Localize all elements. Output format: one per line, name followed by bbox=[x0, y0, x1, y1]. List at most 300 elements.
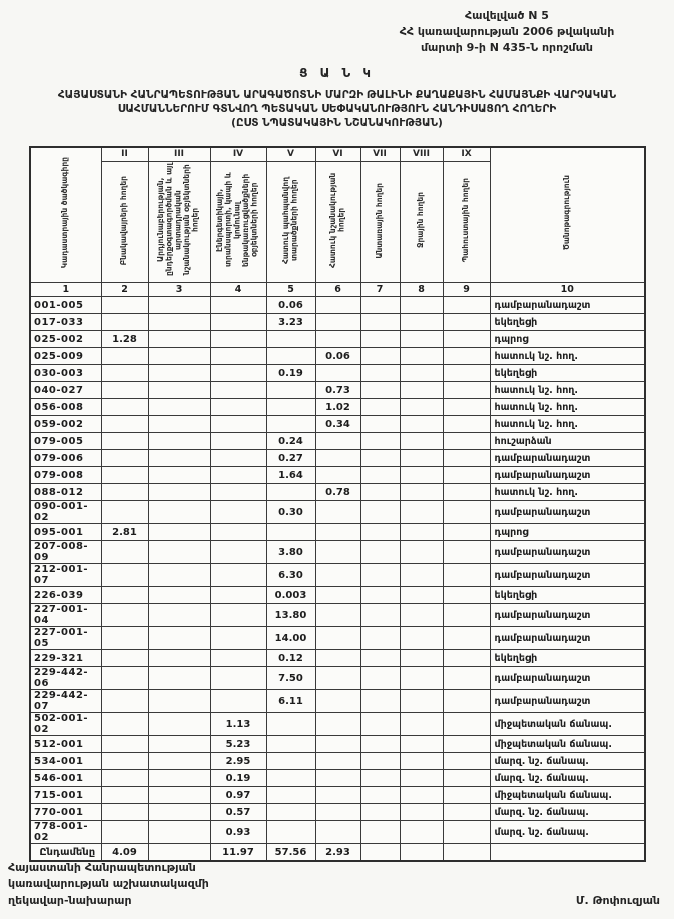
page-subtitle-2: (ԸՍՏ ՆՊԱՏԱԿԱՅԻՆ ՆՇԱՆԱԿՈՒԹՅԱՆ) bbox=[231, 117, 443, 130]
header-water-lands bbox=[400, 162, 443, 283]
value-cell: 0.12 bbox=[266, 650, 315, 667]
note-cell: հուշարձան bbox=[490, 433, 645, 450]
table-row bbox=[30, 787, 645, 804]
header-label: Էներգետիկայի, տրանսպորտի, կապի և կոմունալ ենթակառուցվածքների օբյեկտների հողեր bbox=[215, 172, 259, 268]
value-cell bbox=[148, 821, 210, 844]
note-cell: հատուկ նշ. հող. bbox=[490, 399, 645, 416]
value-cell: 0.57 bbox=[210, 804, 266, 821]
value-cell bbox=[210, 587, 266, 604]
value-cell bbox=[443, 587, 490, 604]
value-cell bbox=[266, 348, 315, 365]
value-cell bbox=[360, 587, 400, 604]
value-cell bbox=[210, 667, 266, 690]
header-label: Հատուկ պահպանվող տարածքների հողեր bbox=[280, 176, 299, 264]
table-row bbox=[30, 314, 645, 331]
value-cell bbox=[315, 753, 360, 770]
code-cell: 512-001 bbox=[30, 736, 101, 753]
value-cell bbox=[400, 736, 443, 753]
value-cell bbox=[400, 650, 443, 667]
value-cell bbox=[400, 382, 443, 399]
roman-numeral-row bbox=[30, 147, 645, 162]
value-cell bbox=[360, 501, 400, 524]
value-cell bbox=[400, 524, 443, 541]
value-cell bbox=[101, 382, 148, 399]
table-row bbox=[30, 690, 645, 713]
value-cell bbox=[315, 804, 360, 821]
value-cell bbox=[360, 399, 400, 416]
signature-name: Մ. Թոփուզյան bbox=[575, 893, 660, 907]
table-row bbox=[30, 416, 645, 433]
col-number: 7 bbox=[360, 283, 400, 297]
note-cell: դամբարանադաշտ bbox=[490, 604, 645, 627]
note-cell: դպրոց bbox=[490, 524, 645, 541]
col-number: 8 bbox=[400, 283, 443, 297]
note-cell: մարզ. նշ. ճանապ. bbox=[490, 821, 645, 844]
value-cell bbox=[400, 604, 443, 627]
value-cell: 0.06 bbox=[315, 348, 360, 365]
value-cell bbox=[315, 331, 360, 348]
value-cell bbox=[400, 433, 443, 450]
value-cell bbox=[315, 524, 360, 541]
value-cell bbox=[360, 690, 400, 713]
value-cell: 0.73 bbox=[315, 382, 360, 399]
value-cell bbox=[400, 713, 443, 736]
value-cell: 13.80 bbox=[266, 604, 315, 627]
value-cell bbox=[101, 297, 148, 314]
table-row bbox=[30, 501, 645, 524]
code-cell: 229-321 bbox=[30, 650, 101, 667]
value-cell bbox=[400, 690, 443, 713]
value-cell bbox=[210, 331, 266, 348]
value-cell bbox=[148, 753, 210, 770]
value-cell bbox=[210, 314, 266, 331]
value-cell bbox=[315, 297, 360, 314]
value-cell bbox=[210, 365, 266, 382]
value-cell: 11.97 bbox=[210, 844, 266, 861]
value-cell bbox=[101, 541, 148, 564]
value-cell bbox=[148, 564, 210, 587]
table-row bbox=[30, 753, 645, 770]
roman-IV: IV bbox=[210, 147, 266, 162]
value-cell bbox=[210, 541, 266, 564]
code-cell: 025-009 bbox=[30, 348, 101, 365]
value-cell bbox=[210, 627, 266, 650]
code-cell: 534-001 bbox=[30, 753, 101, 770]
header-label: Անտառային հողեր bbox=[374, 182, 384, 259]
value-cell bbox=[400, 541, 443, 564]
value-cell bbox=[360, 844, 400, 861]
value-cell bbox=[101, 501, 148, 524]
value-cell bbox=[315, 433, 360, 450]
table-row bbox=[30, 627, 645, 650]
value-cell bbox=[148, 348, 210, 365]
value-cell bbox=[266, 787, 315, 804]
header-protected-lands bbox=[266, 162, 315, 283]
value-cell bbox=[101, 690, 148, 713]
value-cell bbox=[315, 821, 360, 844]
note-cell: դամբարանադաշտ bbox=[490, 564, 645, 587]
value-cell: 0.97 bbox=[210, 787, 266, 804]
value-cell bbox=[443, 314, 490, 331]
value-cell bbox=[360, 821, 400, 844]
code-cell: 025-002 bbox=[30, 331, 101, 348]
total-row bbox=[30, 844, 645, 861]
note-cell: դամբարանադաշտ bbox=[490, 450, 645, 467]
footer-line: ղեկավար-նախարար bbox=[8, 893, 132, 907]
value-cell bbox=[101, 433, 148, 450]
value-cell bbox=[315, 467, 360, 484]
value-cell bbox=[315, 667, 360, 690]
page-title: Ց Ա Ն Կ bbox=[299, 65, 375, 80]
value-cell bbox=[400, 314, 443, 331]
col-number: 2 bbox=[101, 283, 148, 297]
value-cell bbox=[360, 314, 400, 331]
value-cell bbox=[148, 467, 210, 484]
roman-III: III bbox=[148, 147, 210, 162]
value-cell bbox=[148, 627, 210, 650]
value-cell bbox=[315, 541, 360, 564]
value-cell bbox=[101, 467, 148, 484]
header-note bbox=[490, 147, 645, 283]
code-cell: 715-001 bbox=[30, 787, 101, 804]
annex-line-1: Հավելված N 5 bbox=[465, 9, 549, 22]
note-cell: դամբարանադաշտ bbox=[490, 627, 645, 650]
value-cell bbox=[443, 348, 490, 365]
table-row bbox=[30, 564, 645, 587]
value-cell bbox=[315, 501, 360, 524]
value-cell bbox=[101, 484, 148, 501]
code-cell: 001-005 bbox=[30, 297, 101, 314]
note-cell: եկեղեցի bbox=[490, 587, 645, 604]
table-row bbox=[30, 524, 645, 541]
value-cell bbox=[148, 297, 210, 314]
code-cell: 056-008 bbox=[30, 399, 101, 416]
value-cell: 7.50 bbox=[266, 667, 315, 690]
value-cell bbox=[148, 804, 210, 821]
roman-V: V bbox=[266, 147, 315, 162]
value-cell bbox=[148, 314, 210, 331]
value-cell bbox=[400, 467, 443, 484]
value-cell bbox=[210, 297, 266, 314]
header-special-lands bbox=[315, 162, 360, 283]
note-cell: մարզ. նշ. ճանապ. bbox=[490, 770, 645, 787]
note-cell: միջպետական ճանապ. bbox=[490, 787, 645, 804]
value-cell bbox=[210, 524, 266, 541]
value-cell bbox=[148, 787, 210, 804]
table-row bbox=[30, 365, 645, 382]
value-cell bbox=[266, 382, 315, 399]
value-cell bbox=[266, 331, 315, 348]
roman-II: II bbox=[101, 147, 148, 162]
value-cell bbox=[101, 821, 148, 844]
value-cell bbox=[315, 650, 360, 667]
signatory-title bbox=[8, 860, 209, 910]
value-cell bbox=[443, 541, 490, 564]
value-cell bbox=[101, 365, 148, 382]
value-cell: 5.23 bbox=[210, 736, 266, 753]
note-cell: եկեղեցի bbox=[490, 650, 645, 667]
table-row bbox=[30, 804, 645, 821]
value-cell bbox=[210, 484, 266, 501]
value-cell bbox=[101, 450, 148, 467]
value-cell bbox=[101, 753, 148, 770]
table-row bbox=[30, 821, 645, 844]
annex-line-3: մարտի 9-ի N 435-Ն որոշման bbox=[420, 40, 594, 54]
value-cell bbox=[360, 416, 400, 433]
table-row bbox=[30, 713, 645, 736]
value-cell bbox=[148, 736, 210, 753]
value-cell bbox=[210, 501, 266, 524]
value-cell bbox=[443, 650, 490, 667]
value-cell bbox=[360, 627, 400, 650]
value-cell bbox=[443, 713, 490, 736]
value-cell bbox=[148, 365, 210, 382]
footer-line: Հայաստանի Հանրապետության bbox=[8, 860, 196, 874]
note-cell bbox=[490, 844, 645, 861]
value-cell bbox=[148, 690, 210, 713]
value-cell bbox=[101, 348, 148, 365]
value-cell bbox=[315, 713, 360, 736]
header-label: Բնակավայրերի հողեր bbox=[119, 175, 129, 265]
code-cell: 229-442-07 bbox=[30, 690, 101, 713]
note-cell: դամբարանադաշտ bbox=[490, 501, 645, 524]
value-cell bbox=[443, 804, 490, 821]
value-cell: 0.78 bbox=[315, 484, 360, 501]
value-cell: 6.11 bbox=[266, 690, 315, 713]
code-cell: 227-001-04 bbox=[30, 604, 101, 627]
value-cell: 0.19 bbox=[210, 770, 266, 787]
code-cell: 546-001 bbox=[30, 770, 101, 787]
value-cell: 1.13 bbox=[210, 713, 266, 736]
note-cell: եկեղեցի bbox=[490, 314, 645, 331]
value-cell bbox=[443, 365, 490, 382]
table-row bbox=[30, 433, 645, 450]
col-number: 1 bbox=[30, 283, 101, 297]
value-cell bbox=[443, 331, 490, 348]
code-cell: 229-442-06 bbox=[30, 667, 101, 690]
value-cell bbox=[101, 713, 148, 736]
table-row bbox=[30, 667, 645, 690]
note-cell: հատուկ նշ. հող. bbox=[490, 416, 645, 433]
value-cell bbox=[266, 399, 315, 416]
value-cell bbox=[400, 844, 443, 861]
value-cell bbox=[210, 348, 266, 365]
value-cell bbox=[210, 604, 266, 627]
value-cell bbox=[400, 587, 443, 604]
value-cell bbox=[266, 753, 315, 770]
value-cell: 1.28 bbox=[101, 331, 148, 348]
value-cell: 0.27 bbox=[266, 450, 315, 467]
value-cell bbox=[315, 736, 360, 753]
value-cell bbox=[210, 690, 266, 713]
value-cell bbox=[443, 484, 490, 501]
value-cell: 1.64 bbox=[266, 467, 315, 484]
value-cell bbox=[360, 467, 400, 484]
value-cell bbox=[315, 365, 360, 382]
table-body bbox=[30, 297, 645, 861]
value-cell bbox=[400, 821, 443, 844]
value-cell bbox=[315, 604, 360, 627]
value-cell bbox=[148, 713, 210, 736]
code-cell: 090-001-02 bbox=[30, 501, 101, 524]
value-cell bbox=[400, 484, 443, 501]
value-cell bbox=[148, 484, 210, 501]
value-cell bbox=[210, 416, 266, 433]
value-cell: 3.23 bbox=[266, 314, 315, 331]
value-cell: 0.003 bbox=[266, 587, 315, 604]
col-number: 10 bbox=[490, 283, 645, 297]
value-cell: 1.02 bbox=[315, 399, 360, 416]
value-cell: 3.80 bbox=[266, 541, 315, 564]
value-cell: 0.34 bbox=[315, 416, 360, 433]
value-cell bbox=[266, 804, 315, 821]
value-cell bbox=[360, 650, 400, 667]
value-cell bbox=[266, 484, 315, 501]
land-table bbox=[29, 146, 646, 862]
value-cell bbox=[400, 753, 443, 770]
value-cell: 0.06 bbox=[266, 297, 315, 314]
roman-IX: IX bbox=[443, 147, 490, 162]
value-cell bbox=[315, 787, 360, 804]
value-cell: 2.95 bbox=[210, 753, 266, 770]
value-cell bbox=[360, 541, 400, 564]
value-cell bbox=[443, 399, 490, 416]
value-cell bbox=[443, 564, 490, 587]
table-row bbox=[30, 382, 645, 399]
value-cell: 14.00 bbox=[266, 627, 315, 650]
value-cell: 0.30 bbox=[266, 501, 315, 524]
value-cell bbox=[400, 331, 443, 348]
value-cell bbox=[360, 604, 400, 627]
value-cell bbox=[101, 667, 148, 690]
note-cell: միջպետական ճանապ. bbox=[490, 713, 645, 736]
value-cell: 2.93 bbox=[315, 844, 360, 861]
note-cell: դամբարանադաշտ bbox=[490, 467, 645, 484]
value-cell bbox=[360, 804, 400, 821]
table-row bbox=[30, 450, 645, 467]
value-cell bbox=[400, 804, 443, 821]
value-cell bbox=[148, 524, 210, 541]
value-cell bbox=[360, 753, 400, 770]
value-cell bbox=[148, 433, 210, 450]
value-cell bbox=[315, 450, 360, 467]
value-cell bbox=[443, 690, 490, 713]
value-cell: 4.09 bbox=[101, 844, 148, 861]
header-label: Կադաստրային ծածկագիրը bbox=[60, 157, 70, 269]
value-cell: 0.93 bbox=[210, 821, 266, 844]
header-infrastructure-lands bbox=[210, 162, 266, 283]
col-number: 9 bbox=[443, 283, 490, 297]
table-row bbox=[30, 736, 645, 753]
value-cell bbox=[360, 331, 400, 348]
value-cell bbox=[443, 382, 490, 399]
value-cell bbox=[443, 787, 490, 804]
annex-line-2: ՀՀ կառավարության 2006 թվականի bbox=[399, 24, 615, 38]
column-number-row bbox=[30, 283, 645, 297]
value-cell bbox=[210, 433, 266, 450]
value-cell bbox=[210, 399, 266, 416]
value-cell bbox=[315, 627, 360, 650]
value-cell bbox=[148, 844, 210, 861]
table-row bbox=[30, 297, 645, 314]
value-cell bbox=[360, 770, 400, 787]
value-cell bbox=[360, 450, 400, 467]
note-cell: դամբարանադաշտ bbox=[490, 690, 645, 713]
value-cell bbox=[443, 297, 490, 314]
value-cell bbox=[443, 736, 490, 753]
value-cell bbox=[400, 787, 443, 804]
value-cell: 0.24 bbox=[266, 433, 315, 450]
table-row bbox=[30, 331, 645, 348]
note-cell: հատուկ նշ. հող. bbox=[490, 348, 645, 365]
value-cell bbox=[400, 564, 443, 587]
header-industrial-lands bbox=[148, 162, 210, 283]
header-cadastral-code bbox=[30, 147, 101, 283]
value-cell bbox=[400, 770, 443, 787]
footer bbox=[8, 860, 660, 910]
value-cell bbox=[400, 501, 443, 524]
roman-VIII: VIII bbox=[400, 147, 443, 162]
header-label: Հատուկ նշանակության հողեր bbox=[327, 172, 346, 268]
note-cell: դամբարանադաշտ bbox=[490, 541, 645, 564]
value-cell bbox=[315, 587, 360, 604]
value-cell: 0.19 bbox=[266, 365, 315, 382]
code-cell: 030-003 bbox=[30, 365, 101, 382]
table-row bbox=[30, 587, 645, 604]
value-cell bbox=[266, 416, 315, 433]
value-cell bbox=[360, 787, 400, 804]
table-row bbox=[30, 770, 645, 787]
note-cell: հատուկ նշ. հող. bbox=[490, 484, 645, 501]
value-cell bbox=[148, 667, 210, 690]
value-cell bbox=[443, 416, 490, 433]
value-cell bbox=[315, 690, 360, 713]
value-cell bbox=[101, 627, 148, 650]
value-cell bbox=[148, 770, 210, 787]
value-cell bbox=[400, 450, 443, 467]
value-cell bbox=[210, 382, 266, 399]
value-cell bbox=[101, 787, 148, 804]
value-cell bbox=[148, 382, 210, 399]
page-subtitle: ՀԱՅԱՍՏԱՆԻ ՀԱՆՐԱՊԵՏՈՒԹՅԱՆ ԱՐԱԳԱԾՈՏՆԻ ՄԱՐԶԻ ԹԱԼԻՆԻ ՔԱՂԱՔԱՅԻՆ ՀԱՄԱՅՆՔԻ ՎԱՐՉԱԿԱՆ ՍԱՀՄԱՆՆԵՐՈՒՄ ԳՏՆՎՈՂ ՊԵՏԱԿԱՆ ՍԵՓԱԿԱՆՈՒԹՅՈՒՆ ՀԱՆԴԻՍԱՑՈՂ ՀՈՂԵՐԻ bbox=[57, 88, 617, 115]
col-number: 5 bbox=[266, 283, 315, 297]
title-block bbox=[0, 66, 674, 131]
header-label: Պահուստային հողեր bbox=[461, 178, 471, 263]
code-cell: 778-001-02 bbox=[30, 821, 101, 844]
value-cell bbox=[443, 524, 490, 541]
table-row bbox=[30, 541, 645, 564]
value-cell bbox=[443, 627, 490, 650]
code-cell: 095-001 bbox=[30, 524, 101, 541]
value-cell bbox=[210, 467, 266, 484]
value-cell bbox=[360, 348, 400, 365]
value-cell bbox=[443, 433, 490, 450]
value-cell bbox=[101, 604, 148, 627]
table-row bbox=[30, 467, 645, 484]
code-cell: 079-006 bbox=[30, 450, 101, 467]
value-cell bbox=[148, 501, 210, 524]
code-cell: 207-008-09 bbox=[30, 541, 101, 564]
col-number: 3 bbox=[148, 283, 210, 297]
roman-VI: VI bbox=[315, 147, 360, 162]
note-cell: հատուկ նշ. հող. bbox=[490, 382, 645, 399]
value-cell bbox=[101, 587, 148, 604]
note-cell: դպրոց bbox=[490, 331, 645, 348]
value-cell bbox=[101, 804, 148, 821]
value-cell bbox=[101, 416, 148, 433]
value-cell bbox=[443, 770, 490, 787]
value-cell: 2.81 bbox=[101, 524, 148, 541]
